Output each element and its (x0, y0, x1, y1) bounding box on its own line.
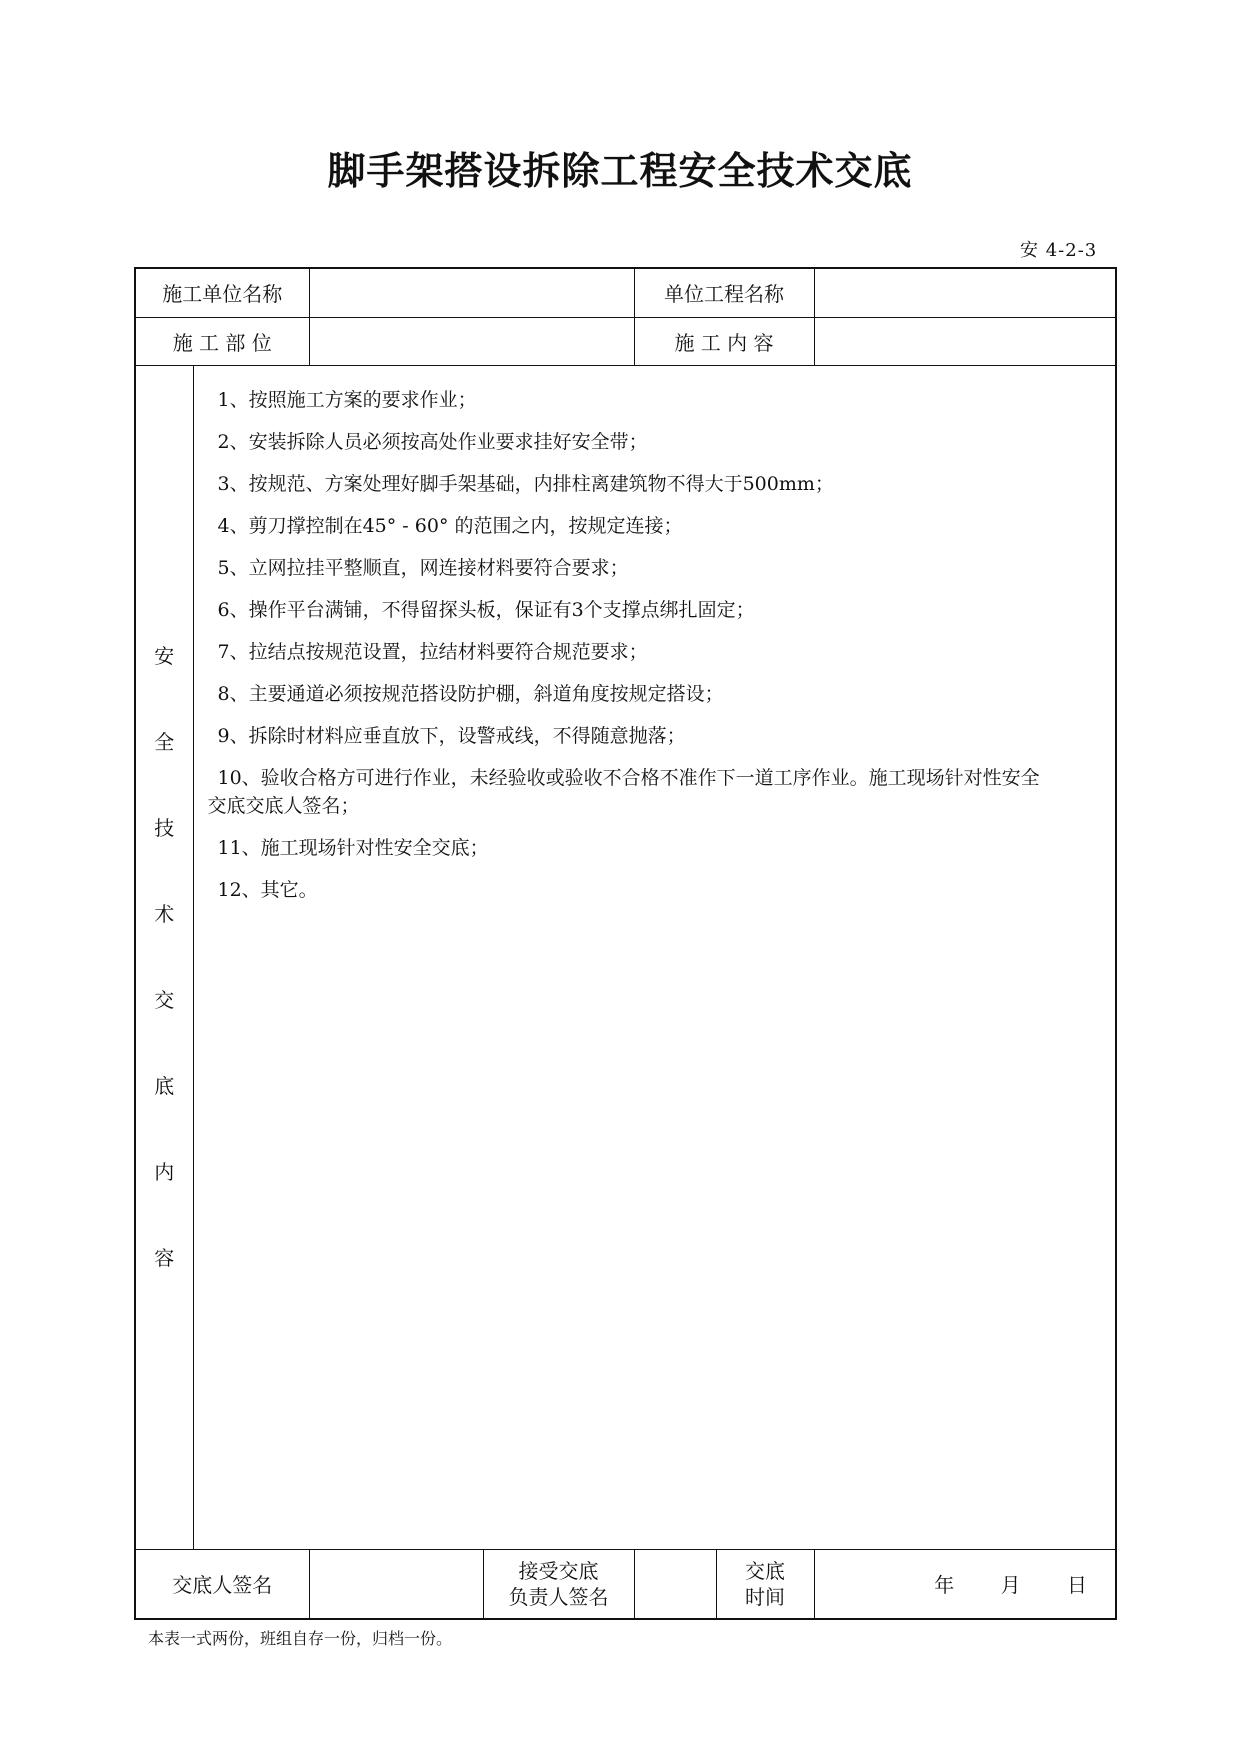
section-label-char: 全 (154, 730, 175, 754)
section-label-char: 术 (154, 902, 175, 926)
location-label: 施 工 部 位 (135, 317, 309, 365)
list-item: 8、主要通道必须按规范搭设防护棚，斜道角度按规定搭设； (217, 682, 724, 705)
page-title: 脚手架搭设拆除工程安全技术交底 (327, 149, 913, 193)
signer-label: 交底人签名 (135, 1549, 309, 1619)
time-label (716, 1549, 814, 1619)
month-label: 月 (1000, 1573, 1021, 1598)
date-field[interactable] (814, 1549, 1116, 1619)
content-field[interactable] (814, 317, 1116, 365)
footer-note: 本表一式两份，班组自存一份，归档一份。 (148, 1629, 453, 1648)
unit-name-field[interactable] (309, 268, 634, 317)
section-label-char: 内 (154, 1160, 175, 1184)
section-label (135, 365, 193, 1549)
day-label: 日 (1067, 1573, 1087, 1598)
list-item: 6、操作平台满铺，不得留探头板，保证有3个支撑点绑扎固定； (217, 598, 755, 621)
list-item: 7、拉结点按规范设置，拉结材料要符合规范要求； (217, 640, 648, 663)
receiver-field[interactable] (634, 1549, 716, 1619)
list-item: 9、拆除时材料应垂直放下，设警戒线，不得随意抛落； (217, 724, 686, 747)
list-item: 10、验收合格方可进行作业，未经验收或验收不合格不准作下一道工序作业。施工现场针对性安全交底交底人签名； (207, 766, 1040, 817)
location-field[interactable] (309, 317, 634, 365)
time-label-line1: 交底 (745, 1558, 785, 1583)
form-code: 安 4-2-3 (1020, 240, 1098, 261)
year-label: 年 (934, 1573, 955, 1598)
project-name-label: 单位工程名称 (634, 268, 814, 317)
list-item: 4、剪刀撑控制在45° - 60° 的范围之内，按规定连接； (217, 514, 683, 537)
section-label-char: 容 (154, 1246, 175, 1270)
section-label-char: 交 (154, 988, 175, 1012)
list-item: 2、安装拆除人员必须按高处作业要求挂好安全带； (217, 430, 648, 453)
section-label-char: 底 (154, 1074, 175, 1098)
list-item: 12、其它。 (217, 878, 318, 901)
section-label-char: 技 (154, 816, 175, 840)
signer-field[interactable] (309, 1549, 483, 1619)
disclosure-form (134, 267, 1117, 1620)
receiver-label-line2: 负责人签名 (508, 1584, 609, 1609)
list-item: 11、施工现场针对性安全交底； (217, 836, 489, 859)
unit-name-label: 施工单位名称 (135, 268, 309, 317)
time-label-line2: 时间 (745, 1584, 785, 1609)
section-label-char: 安 (154, 644, 175, 668)
receiver-label-line1: 接受交底 (518, 1558, 599, 1583)
receiver-label (483, 1549, 634, 1619)
list-item: 1、按照施工方案的要求作业； (217, 388, 477, 411)
content-label: 施 工 内 容 (634, 317, 814, 365)
project-name-field[interactable] (814, 268, 1116, 317)
safety-content-area[interactable] (193, 365, 1116, 1549)
list-item: 5、立网拉挂平整顺直，网连接材料要符合要求； (217, 556, 629, 579)
list-item: 3、按规范、方案处理好脚手架基础，内排柱离建筑物不得大于500mm； (217, 472, 834, 495)
